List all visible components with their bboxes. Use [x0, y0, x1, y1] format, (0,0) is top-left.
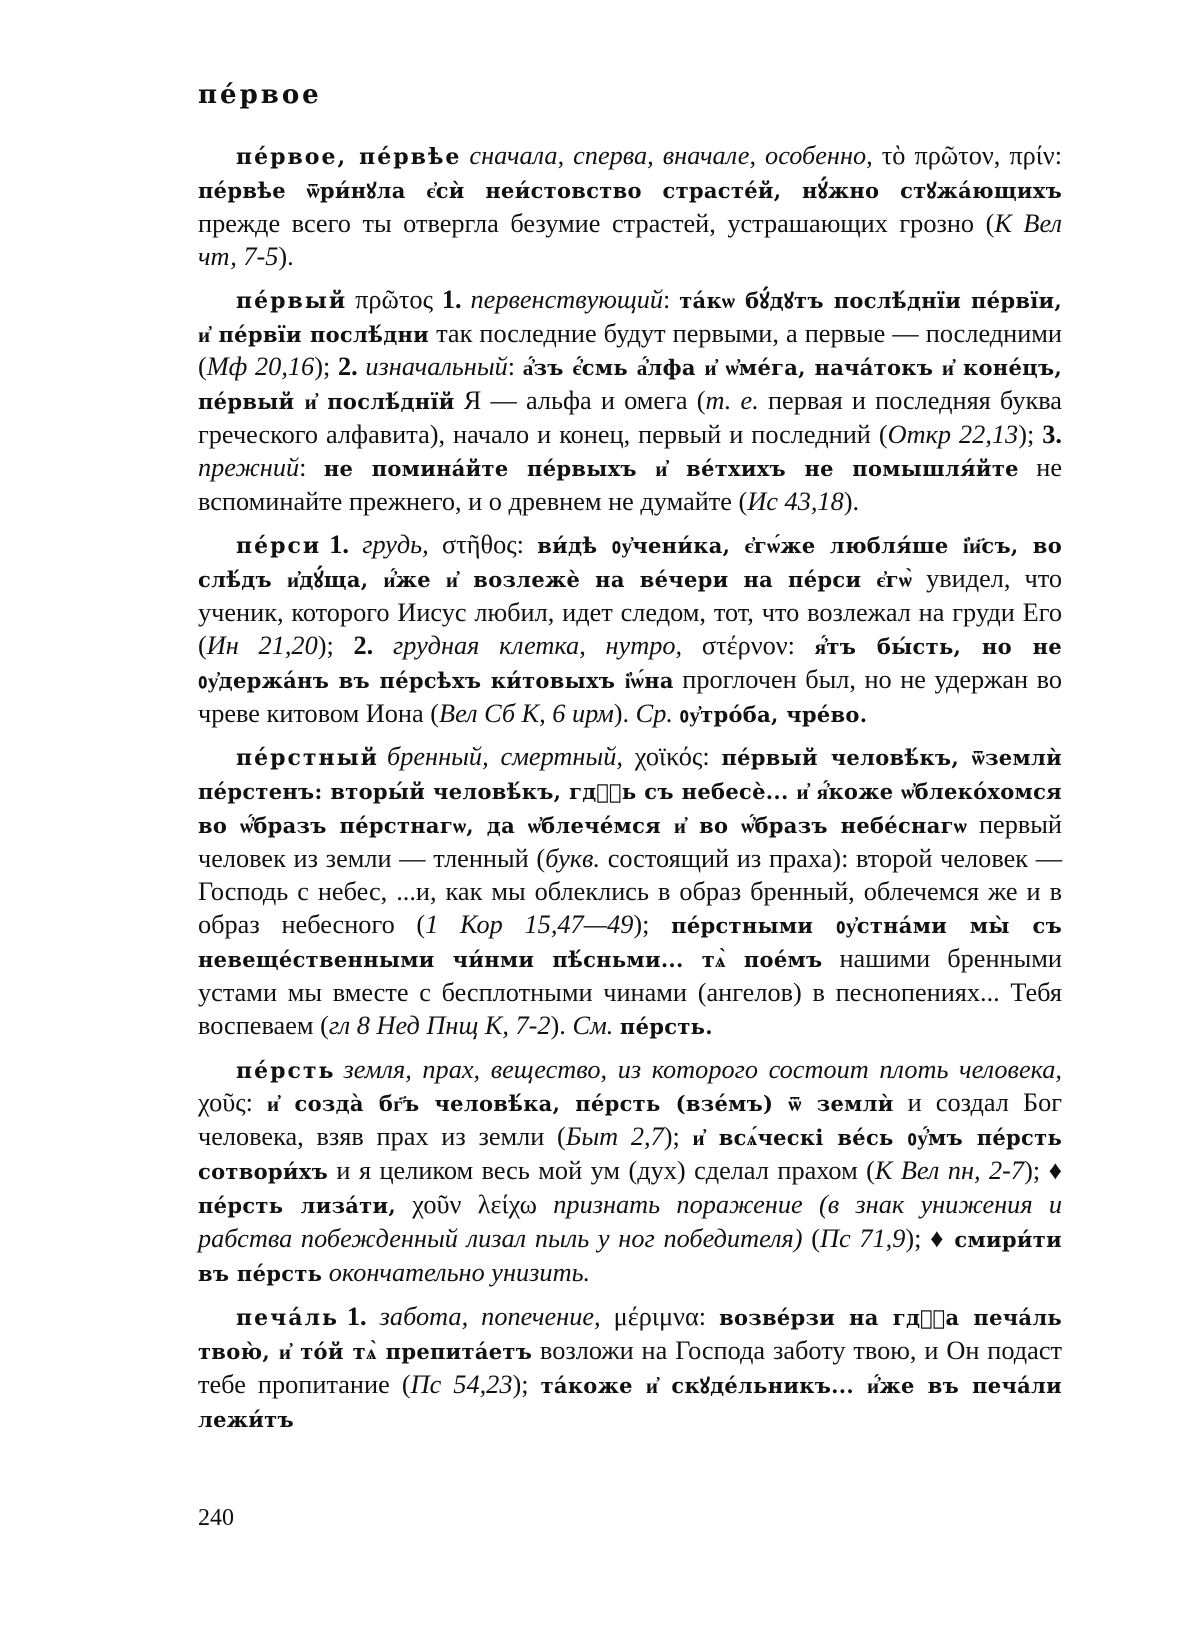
plain-text: первая и последняя буква греческого алфавита), начало и конец, первый и последний ( — [198, 386, 1062, 450]
plain-text: : — [299, 453, 324, 483]
church-slavonic-text: та́кѡ бꙋ́дꙋтъ послѣ́днїи пе́рвїи, и҆ пе́рвїи послѣ́дни — [198, 287, 1062, 347]
plain-text: ). — [613, 698, 636, 728]
plain-text: прежде всего ты отвергла безумие страстей, устрашающих грозно ( — [198, 208, 995, 238]
italic-text: Пс 71,9 — [820, 1224, 906, 1254]
church-slavonic-text: та́коже и҆ скꙋде́льникъ... и҆́же въ печа́ли лежи́тъ — [198, 1372, 1063, 1432]
plain-text — [322, 1258, 329, 1287]
page-number: 240 — [198, 1505, 234, 1531]
plain-text: так последние будут первыми, а первые — последними ( — [198, 318, 1063, 382]
sense-number: 2. — [337, 352, 358, 382]
plain-text: ); — [512, 1369, 541, 1399]
dictionary-entry — [198, 1301, 1062, 1437]
plain-text: ); — [314, 352, 338, 382]
italic-text: Ис 43,18 — [747, 487, 844, 517]
running-head: пе́рвое — [198, 80, 322, 110]
sense-number: 1. — [346, 1301, 367, 1331]
plain-text: πρῶτος — [355, 284, 442, 314]
plain-text: χοϊκός: — [622, 742, 722, 772]
italic-text: признать поражение (в знак унижения и рабства побежденный лизал пыль у ног победителя) — [198, 1190, 1062, 1254]
church-slavonic-text: возве́рзи на гдⷭ҇а печа́ль твою̀, и҆ то́й тѧ̀ препита́етъ — [198, 1304, 1062, 1364]
italic-text: См. — [572, 1010, 614, 1040]
plain-text — [613, 1011, 620, 1040]
italic-text: земля, прах, вещество, из которого состоит плоть человека, — [343, 1054, 1062, 1084]
plain-text: μέριμνα: — [600, 1301, 720, 1331]
plain-text: ); ♦ — [905, 1224, 955, 1254]
plain-text: ); — [633, 909, 672, 939]
entry-headword: пе́рстный — [236, 745, 379, 772]
plain-text: не вспоминайте прежнего, и о древнем не думайте ( — [198, 453, 1062, 517]
church-slavonic-text: пе́рсть лиза́ти, — [198, 1193, 396, 1219]
plain-text: στῆθος: — [428, 529, 538, 559]
church-slavonic-text: пе́рвый человѣ́къ, ѿземлѝ пе́рстенъ: вторы́й человѣ́къ, гдⷭ҇ь съ небесѐ... и҆ я҆́коже ѡ҆блеко́хомся во ѡ҆́бразъ пе́рстнагѡ, да ѡ҆блече́мся и҆ во ѡ҆́бразъ небе́снагѡ — [198, 745, 1062, 839]
italic-text: первенствующий — [461, 284, 664, 314]
church-slavonic-text: не помина́йте пе́рвыхъ и҆ ве́тхихъ не помышля́йте — [323, 456, 1019, 482]
plain-text: увидел, что ученик, которого Иисус любил, идет следом, тот, что возлежал на груди Его ( — [198, 563, 1062, 660]
italic-text: К Вел пн, 2-7 — [874, 1156, 1025, 1186]
church-slavonic-text: ᲂу҆тро́ба, чре́во. — [679, 701, 868, 727]
italic-text: прежний — [198, 453, 300, 483]
sense-number: 1. — [329, 529, 349, 559]
italic-text: 1 Кор 15,47—49 — [425, 909, 634, 939]
italic-text: К Вел чт, 7-5 — [198, 208, 1062, 271]
italic-text: грудная клетка, нутро, — [373, 630, 683, 660]
italic-text: Вел Сб К, 6 ирм — [439, 698, 614, 728]
italic-text: бренный, смертный, — [386, 742, 623, 772]
church-slavonic-text: пе́рвѣе ѿри́нꙋла є҆сѝ неи́стовство страсте́й, нꙋ́жно стꙋжа́ющихъ — [198, 177, 1062, 203]
plain-text: ). — [278, 241, 294, 271]
plain-text: ( — [802, 1224, 821, 1254]
plain-text: ). — [843, 487, 860, 517]
dictionary-entry — [198, 1054, 1062, 1291]
plain-text: ); ♦ — [1024, 1156, 1062, 1186]
plain-text: ); — [317, 630, 354, 660]
church-slavonic-text: а҆́зъ є҆́смь а҆́лфа и҆ ѡ҆ме́га, нача́токъ и҆ коне́цъ, пе́рвый и҆ послѣ́днїй — [198, 355, 1062, 415]
plain-text: проглочен был, но не удержан во чреве китовом Иона ( — [198, 664, 1062, 728]
entry-headword: пе́рвое, пе́рвѣе — [236, 144, 462, 170]
sense-number: 2. — [353, 630, 374, 660]
plain-text: τὸ πρῶτον, πρίν: — [872, 141, 1062, 170]
plain-text: χοῦς: — [198, 1088, 268, 1118]
plain-text: и я целиком весь мой ум (дух) сделал прахом ( — [328, 1156, 875, 1186]
plain-text: : — [507, 352, 523, 382]
plain-text: нашими бренными устами мы вместе с бесплотными чинами (ангелов) в песнопениях... Тебя воспеваем ( — [198, 943, 1062, 1040]
plain-text — [673, 699, 680, 728]
entry-headword: пе́рвый — [236, 287, 348, 314]
plain-text: возложи на Господа заботу твою, и Он подаст тебе пропитание ( — [198, 1335, 1062, 1399]
italic-text: забота, попечение, — [366, 1301, 601, 1331]
italic-text: Ср. — [635, 698, 673, 728]
entry-headword: пе́рси — [236, 532, 322, 559]
plain-text: : — [663, 284, 680, 314]
plain-text: первый человек из земли — тленный ( — [198, 810, 1062, 874]
church-slavonic-text: ви́дѣ ᲂу҆чени́ка, є҆гѡ́же любля́ше і҆и҃съ, во слѣ́дъ и҆дꙋ́ща, и҆́же и҆ возлежѐ на ве́чери на пе́рси є҆гѡ̀ — [198, 532, 1062, 592]
church-slavonic-text: смири́ти въ пе́рсть — [198, 1227, 1062, 1286]
italic-text: сначала, сперва, вначале, особенно, — [469, 141, 873, 170]
italic-text: Откр 22,13 — [887, 420, 1019, 450]
plain-text: ); — [1018, 420, 1043, 450]
sense-number: 3. — [1042, 420, 1062, 450]
entry-headword: печа́ль — [236, 1304, 339, 1331]
italic-text: букв. — [545, 844, 601, 874]
italic-text: Пс 54,23 — [410, 1369, 513, 1399]
italic-text: Мф 20,16 — [206, 352, 315, 382]
dictionary-entry — [198, 140, 1062, 274]
church-slavonic-text: я҆́тъ бы́сть, но не ᲂу҆держа́нъ въ пе́рсѣхъ ки́товыхъ і҆ѡ́на — [198, 633, 1062, 693]
church-slavonic-text: и҆ созда̀ бг҃ъ человѣ́ка, пе́рсть (взе́мъ) ѿ землѝ — [267, 1091, 894, 1117]
dictionary-body — [198, 140, 1062, 1447]
church-slavonic-text: пе́рстными ᲂу҆стна́ми мы̀ съ невеще́ственными чи́нми пѣ́сньми... тѧ̀ пое́мъ — [198, 912, 1063, 972]
italic-text: окончательно унизить. — [328, 1258, 591, 1287]
entry-headword: пе́рсть — [236, 1057, 336, 1084]
italic-text: изначальный — [357, 352, 508, 382]
italic-text: Быт 2,7 — [565, 1122, 664, 1152]
plain-text: и создал Бог человека, взяв прах из земли ( — [198, 1088, 1063, 1152]
plain-text: ). — [550, 1010, 573, 1040]
dictionary-entry — [198, 741, 1062, 1043]
dictionary-entry — [198, 529, 1062, 731]
dictionary-entry — [198, 284, 1062, 519]
plain-text: χοῦν λείχω — [395, 1190, 554, 1220]
italic-text: грудь, — [348, 529, 429, 559]
plain-text: στέρνον: — [682, 630, 815, 660]
italic-text: т. е. — [705, 386, 759, 416]
church-slavonic-text: пе́рсть. — [619, 1013, 713, 1039]
italic-text: гл 8 Нед Пнщ К, 7-2 — [328, 1010, 551, 1040]
plain-text: Я — альфа и омега ( — [454, 386, 706, 416]
church-slavonic-text: и҆ всѧ́ческі ве́сь ᲂу҆́мъ пе́рсть сотвори́хъ — [198, 1125, 1062, 1185]
italic-text: Ин 21,20 — [206, 630, 318, 660]
plain-text: ); — [663, 1122, 693, 1152]
sense-number: 1. — [441, 284, 462, 314]
plain-text: состоящий из праха): второй человек — Господь с небес, ...и, как мы облеклись в образ бренный, облечемся же и в образ небесного ( — [198, 844, 1062, 939]
